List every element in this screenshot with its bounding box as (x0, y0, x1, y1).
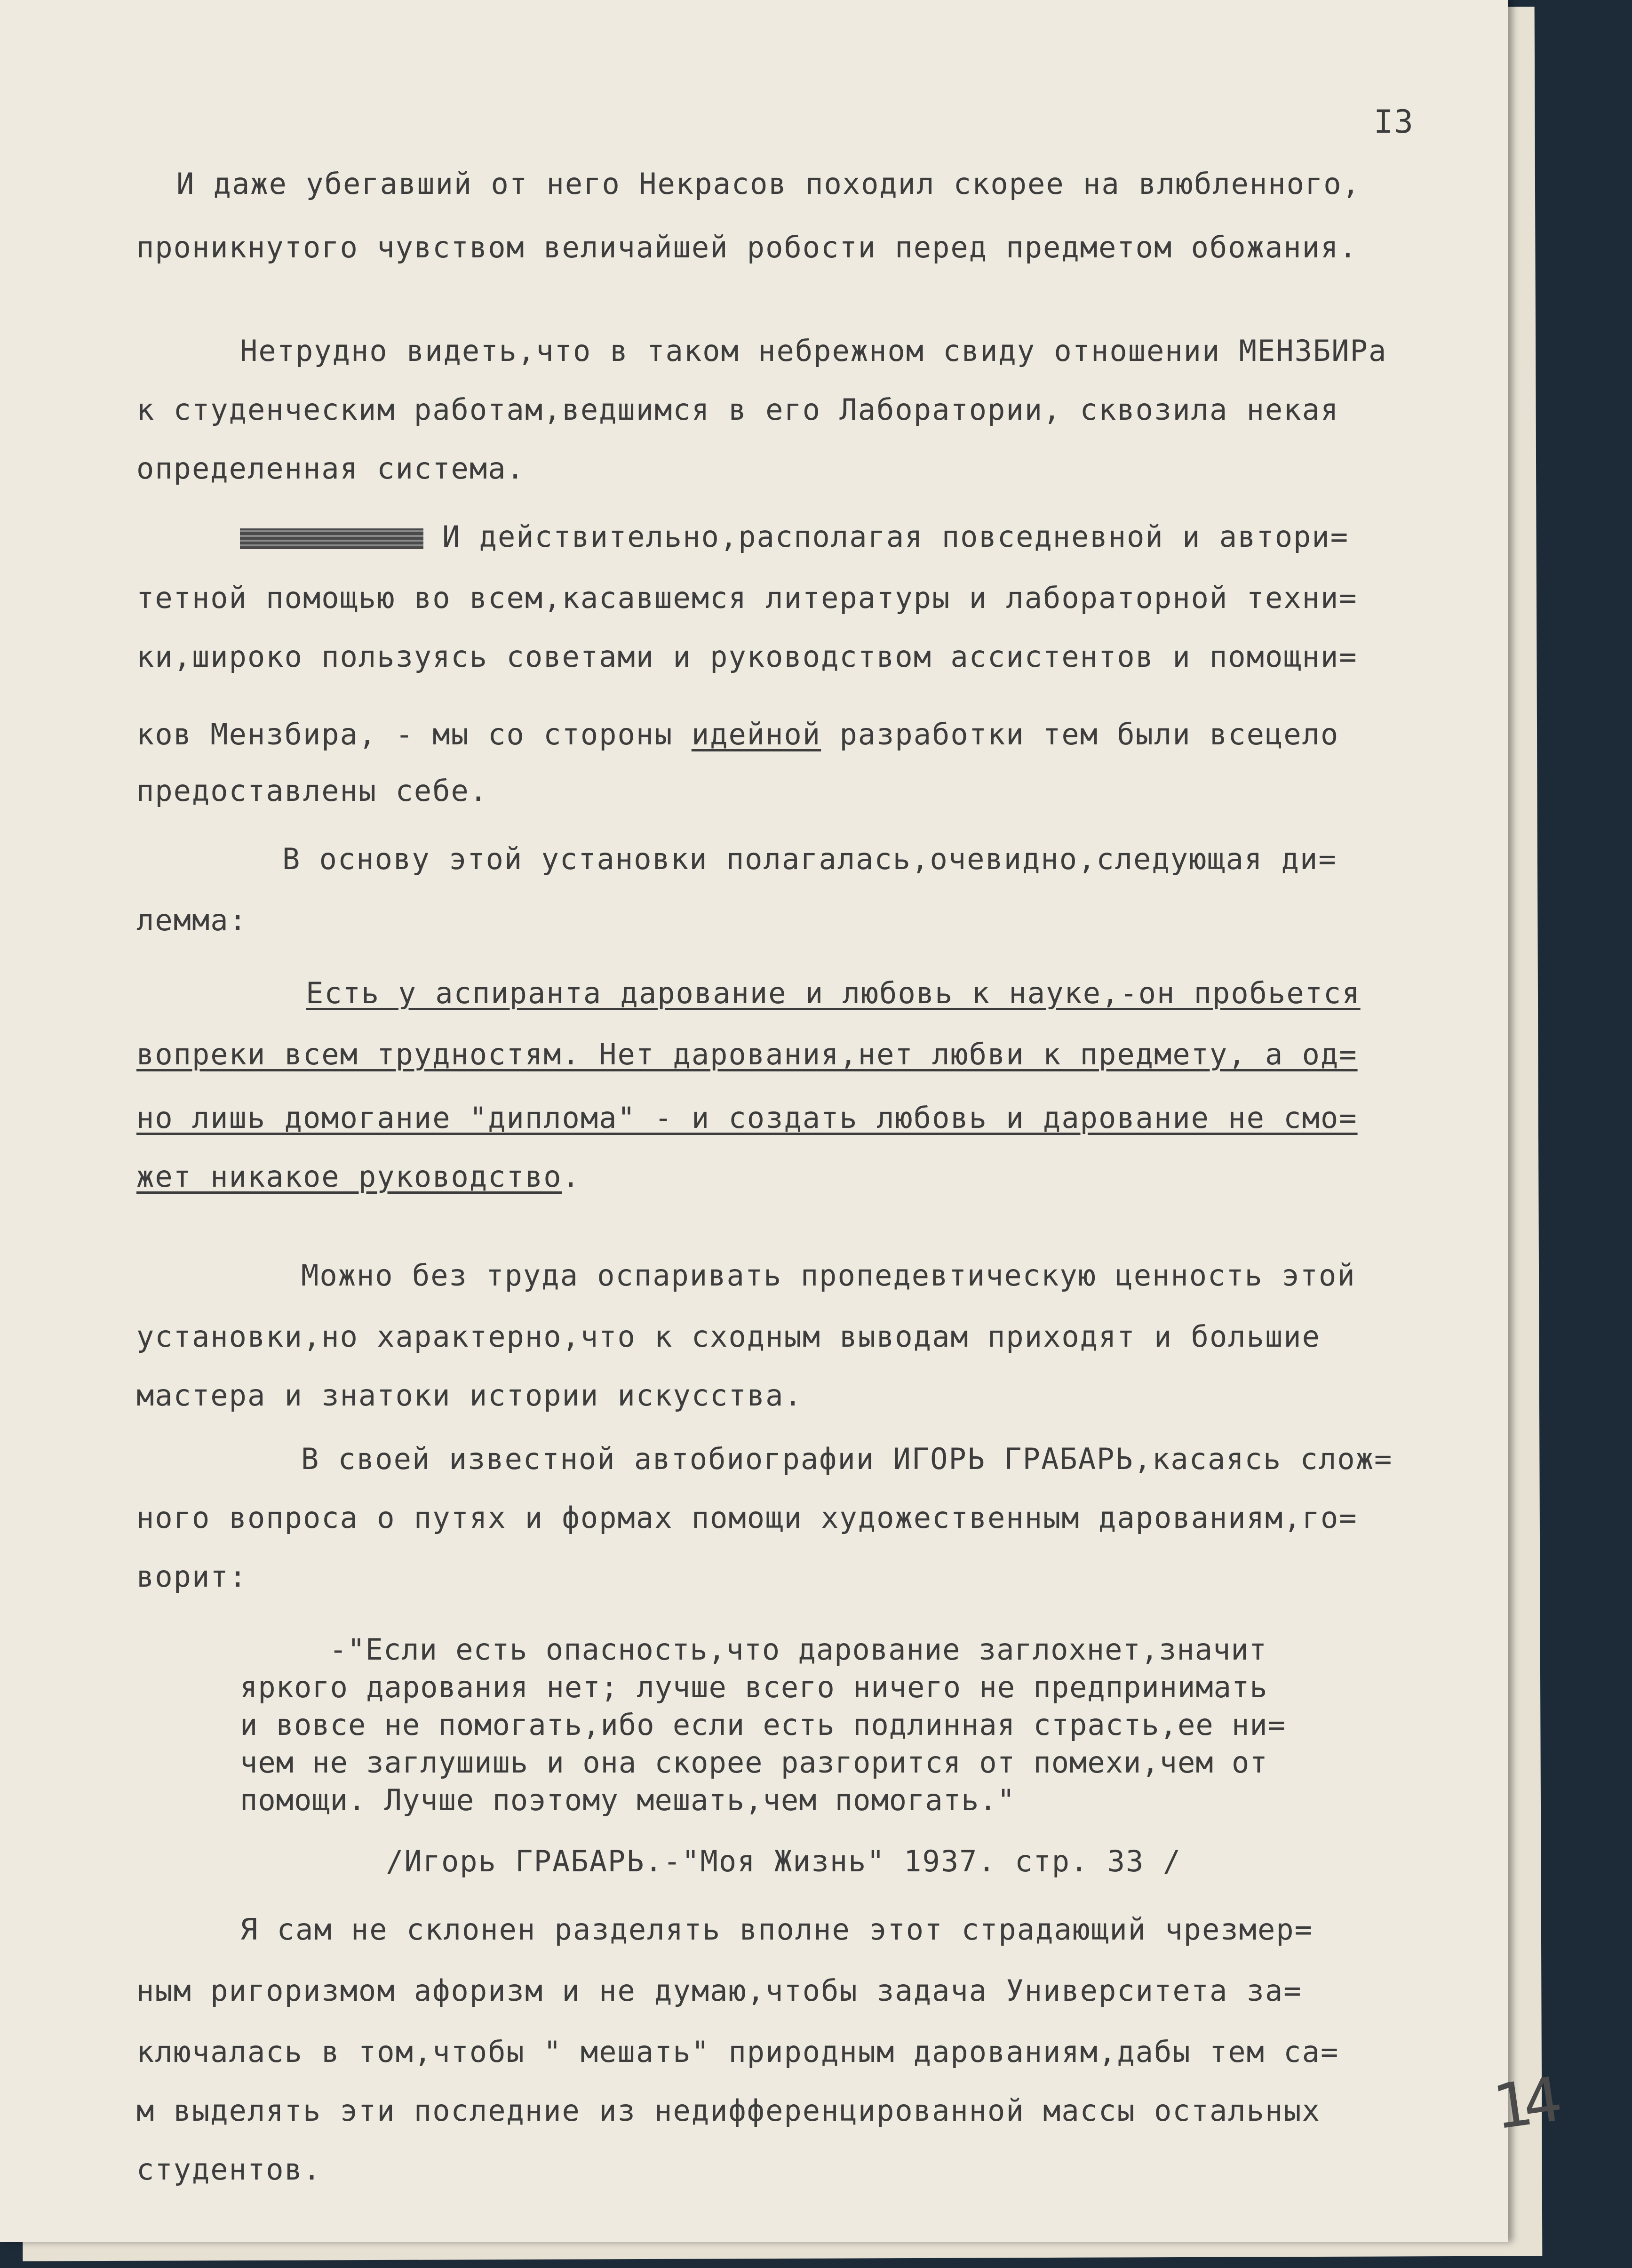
page-number: I3 (1374, 104, 1414, 141)
text-line (240, 519, 1349, 554)
quote-line: помощи. Лучше поэтому мешать,чем помогать." (240, 1783, 1016, 1817)
text-line: определенная система. (136, 451, 525, 486)
text-line: В своей известной автобиографии ИГОРЬ ГРАБАРЬ,касаясь слож= (301, 1442, 1393, 1476)
text-line (136, 1159, 581, 1194)
text-line: Я сам не склонен разделять вполне этот страдающий чрезмер= (240, 1912, 1313, 1947)
text-line: лемма: (136, 903, 247, 937)
citation: /Игорь ГРАБАРЬ.-"Моя Жизнь" 1937. стр. 33 / (386, 1844, 1182, 1878)
handwritten-folio-number: 14 (1489, 2064, 1558, 2143)
text-line: Нетрудно видеть,что в таком небрежном свиду отношении МЕНЗБИРа (240, 334, 1387, 368)
text-line: ного вопроса о путях и формах помощи художественным дарованиям,го= (136, 1501, 1358, 1535)
quote-line: и вовсе не помогать,ибо если есть подлинная страсть,ее ни= (240, 1708, 1286, 1742)
text-line: проникнутого чувством величайшей робости перед предметом обожания. (136, 230, 1358, 264)
text-span: . (562, 1159, 581, 1194)
text-line: предоставлены себе. (136, 774, 488, 808)
text-line: ным ригоризмом афоризм и не думаю,чтобы задача Университета за= (136, 1973, 1302, 2008)
struck-out-word (240, 528, 423, 549)
text-span: И действительно,располагая повседневной и автори= (442, 519, 1349, 554)
text-line: ворит: (136, 1559, 247, 1594)
text-span: разработки тем были всецело (821, 717, 1339, 751)
text-line: установки,но характерно,что к сходным выводам приходят и большие (136, 1319, 1321, 1354)
text-line: ки,широко пользуясь советами и руководством ассистентов и помощни= (136, 639, 1358, 674)
underlined-word: идейной (691, 717, 821, 751)
text-line (136, 717, 1339, 751)
text-line: м выделять эти последние из недифференцированной массы остальных (136, 2093, 1321, 2128)
quote-line: -"Если есть опасность,что дарование заглохнет,значит (329, 1632, 1267, 1667)
quote-line: яркого дарования нет; лучше всего ничего не предпринимать (240, 1670, 1268, 1704)
text-line: Есть у аспиранта дарование и любовь к науке,-он пробьется (306, 976, 1361, 1010)
text-line: но лишь домогание "диплома" - и создать любовь и дарование не смо= (136, 1101, 1358, 1135)
text-line: мастера и знатоки истории искусства. (136, 1378, 803, 1413)
text-span: ков Мензбира, - мы со стороны (136, 717, 692, 751)
underlined-text: жет никакое руководство (136, 1159, 562, 1194)
text-line: вопреки всем трудностям. Нет дарования,нет любви к предмету, а од= (136, 1037, 1358, 1071)
text-line: В основу этой установки полагалась,очевидно,следующая ди= (282, 842, 1337, 876)
text-line: И даже убегавший от него Некрасов походил скорее на влюбленного, (176, 167, 1361, 201)
text-line: тетной помощью во всем,касавшемся литературы и лабораторной техни= (136, 581, 1358, 615)
text-line: к студенческим работам,ведшимся в его Лаборатории, сквозила некая (136, 392, 1339, 427)
text-line: студентов. (136, 2152, 322, 2187)
text-line: Можно без труда оспаривать пропедевтическую ценность этой (301, 1258, 1356, 1293)
text-line: ключалась в том,чтобы " мешать" природным дарованиям,дабы тем са= (136, 2035, 1339, 2069)
quote-line: чем не заглушишь и она скорее разгорится от помехи,чем от (240, 1745, 1268, 1780)
